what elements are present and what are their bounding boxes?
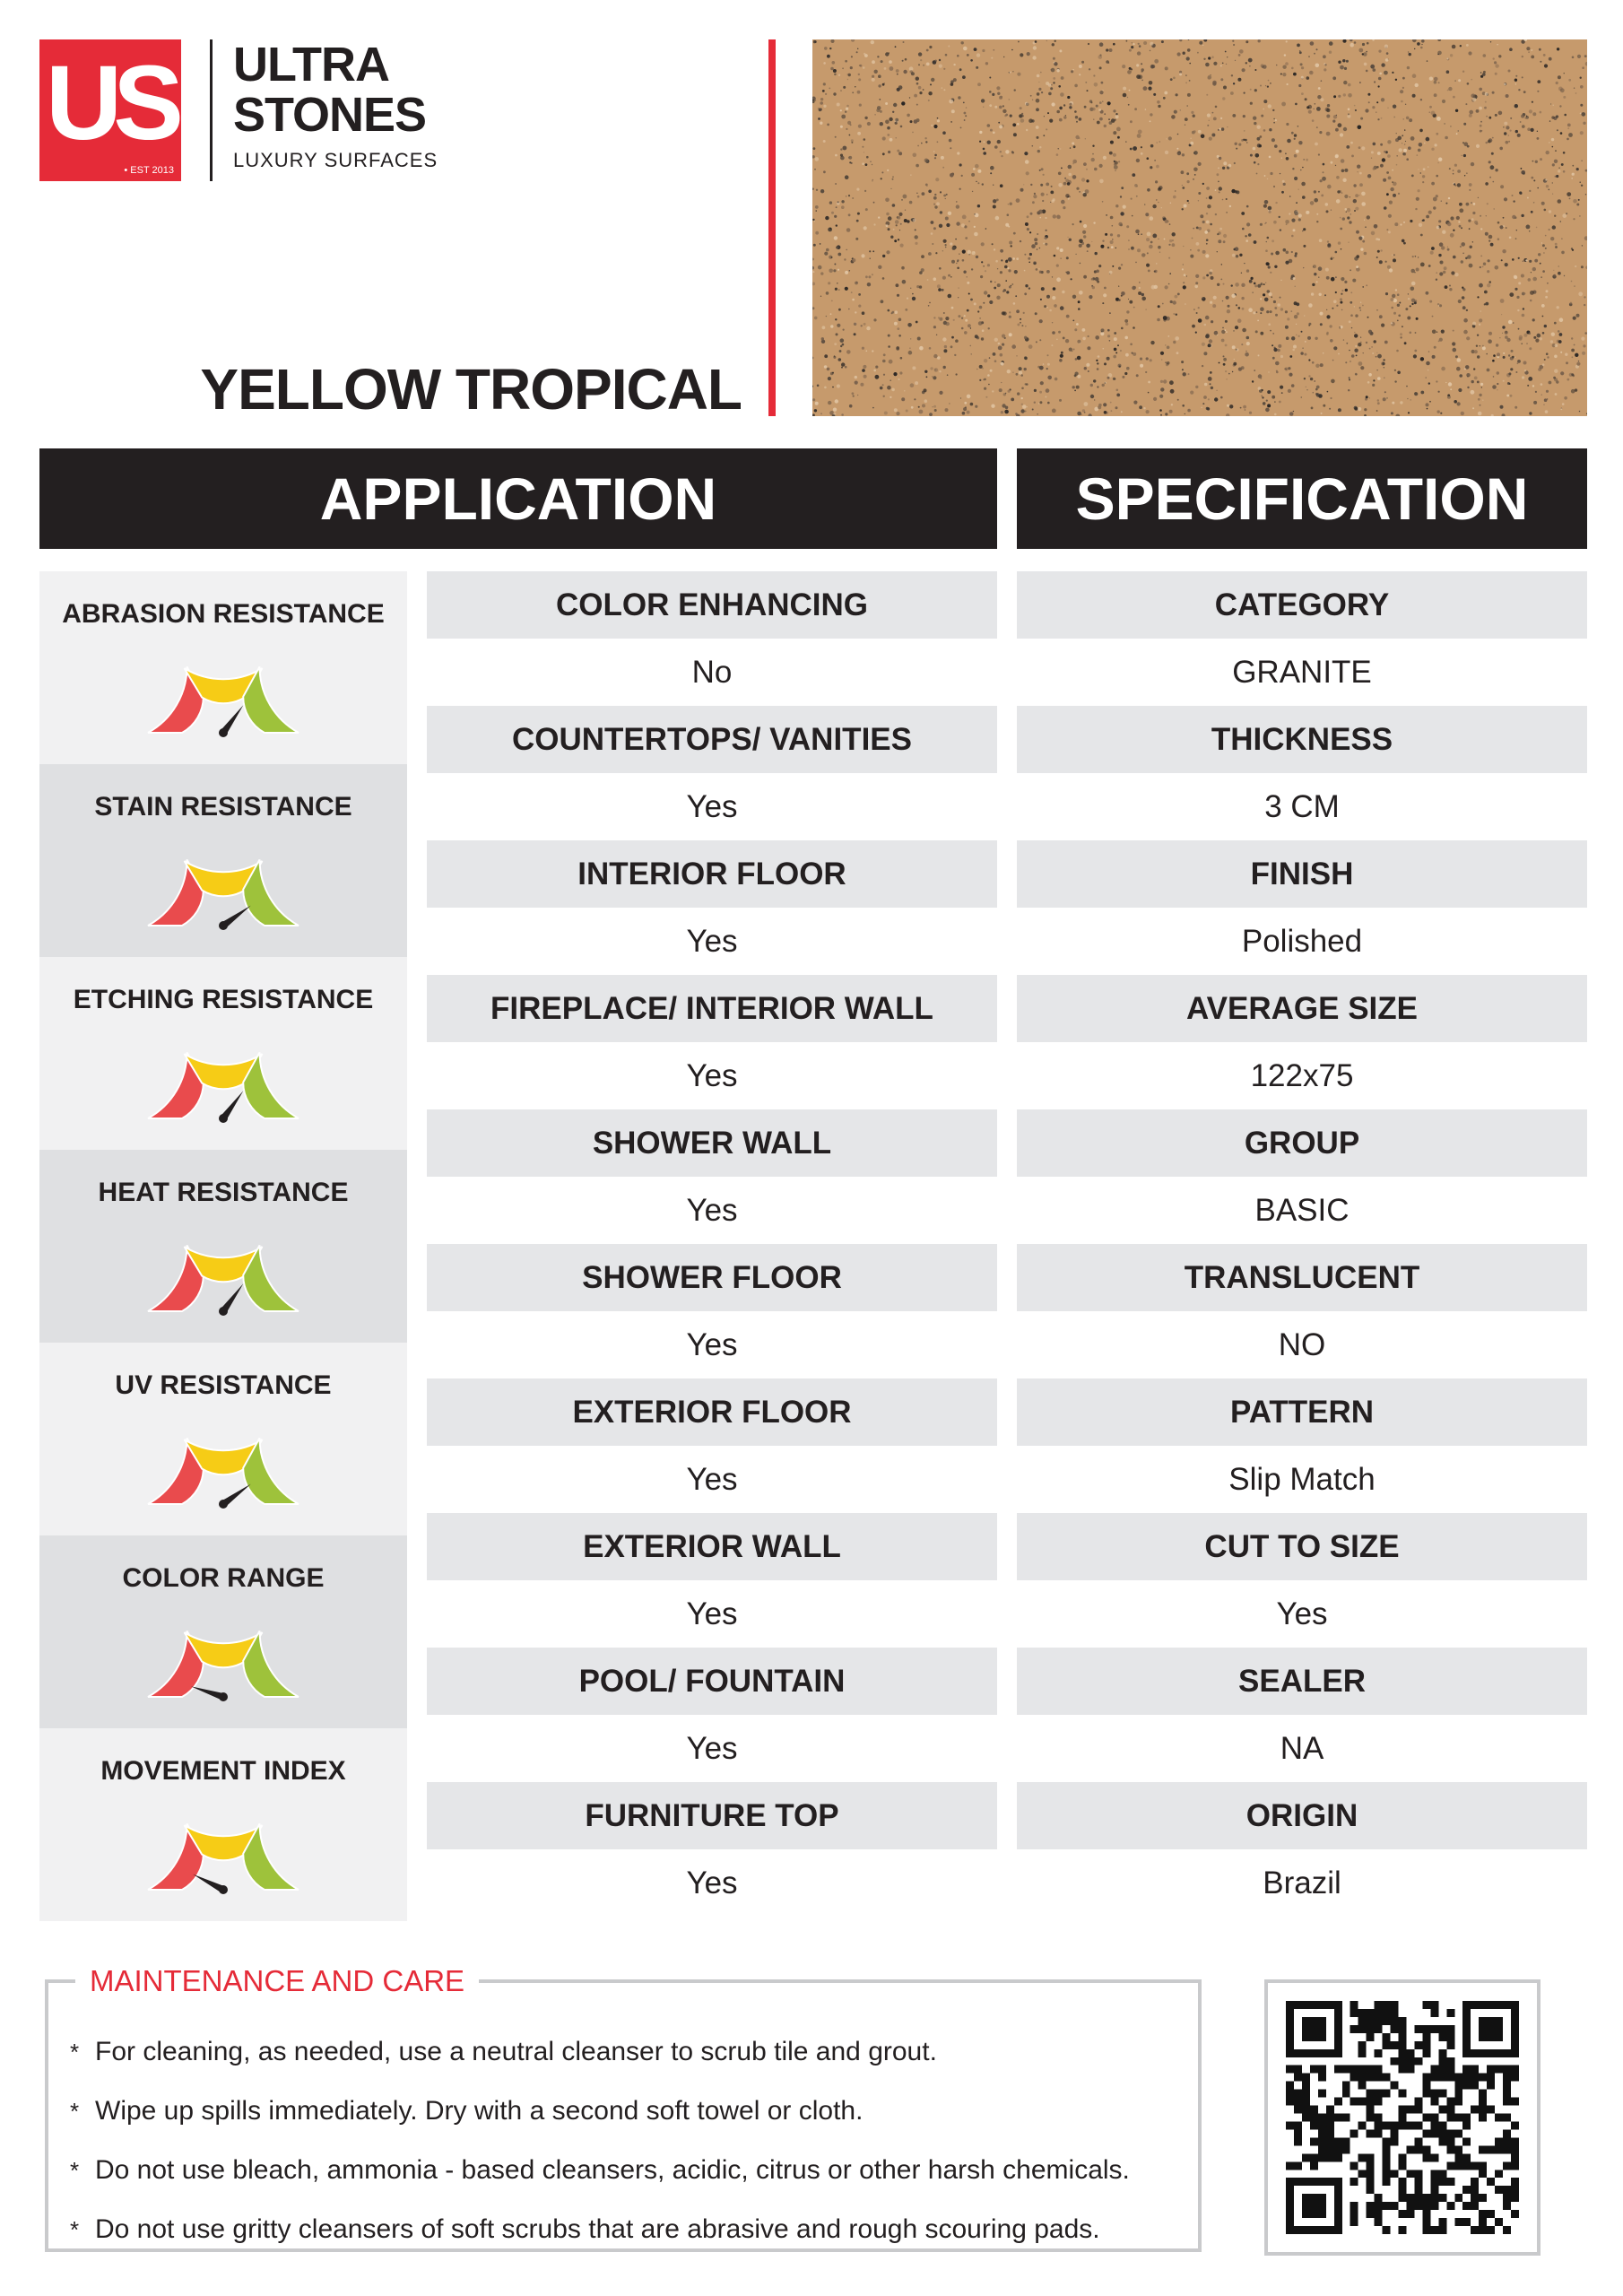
resistance-label: ETCHING RESISTANCE: [73, 985, 374, 1014]
specification-label: TRANSLUCENT: [1017, 1244, 1587, 1311]
brand-monogram: US: [46, 44, 175, 162]
specification-label: PATTERN: [1017, 1378, 1587, 1446]
resistance-label: HEAT RESISTANCE: [98, 1178, 349, 1207]
brand-name: [233, 39, 438, 174]
resistance-label: STAIN RESISTANCE: [94, 792, 352, 822]
maintenance-text: For cleaning, as needed, use a neutral cleanser to scrub tile and grout.: [95, 2037, 937, 2066]
specification-value: 3 CM: [1264, 789, 1340, 824]
maintenance-item: [70, 2200, 1180, 2259]
specification-header: SPECIFICATION: [1017, 448, 1587, 549]
resistance-gauge-icon: [147, 1425, 299, 1511]
application-label: EXTERIOR FLOOR: [427, 1378, 997, 1446]
resistance-item: [39, 1150, 407, 1343]
resistance-label: UV RESISTANCE: [115, 1370, 332, 1400]
resistance-item: [39, 571, 407, 764]
specification-label: AVERAGE SIZE: [1017, 975, 1587, 1042]
resistance-item: [39, 1343, 407, 1535]
maintenance-box: [45, 1964, 1202, 2252]
resistance-item: [39, 957, 407, 1150]
specification-label: SEALER: [1017, 1648, 1587, 1715]
application-value: Yes: [686, 1866, 738, 1900]
application-value: Yes: [686, 1058, 738, 1093]
specification-value: NA: [1280, 1731, 1324, 1766]
application-value: Yes: [686, 1731, 738, 1766]
specification-label: CATEGORY: [1017, 571, 1587, 639]
resistance-label: ABRASION RESISTANCE: [62, 599, 385, 629]
specification-value: NO: [1278, 1327, 1326, 1362]
application-label: FIREPLACE/ INTERIOR WALL: [427, 975, 997, 1042]
application-label: SHOWER FLOOR: [427, 1244, 997, 1311]
resistance-gauge-icon: [147, 654, 299, 740]
brand-name-line2: STONES: [233, 88, 427, 142]
specification-value: GRANITE: [1232, 655, 1372, 690]
maintenance-list: [70, 2022, 1180, 2259]
accent-divider: [768, 39, 776, 416]
bullet-icon: *: [70, 2098, 80, 2125]
resistance-item: [39, 1535, 407, 1728]
maintenance-item: [70, 2082, 1180, 2141]
specification-label: THICKNESS: [1017, 706, 1587, 773]
application-value: Yes: [686, 1462, 738, 1497]
brand-tagline: LUXURY SURFACES: [233, 149, 438, 171]
resistance-gauge-icon: [147, 1039, 299, 1126]
application-table: [427, 571, 997, 1917]
logo-divider: [210, 39, 213, 181]
application-header: APPLICATION: [39, 448, 997, 549]
specification-value: Brazil: [1263, 1866, 1341, 1900]
application-label: INTERIOR FLOOR: [427, 840, 997, 908]
specification-value: Yes: [1276, 1596, 1328, 1631]
bullet-icon: *: [70, 2039, 80, 2066]
application-label: POOL/ FOUNTAIN: [427, 1648, 997, 1715]
bullet-icon: *: [70, 2216, 80, 2243]
specification-label: GROUP: [1017, 1109, 1587, 1177]
resistance-label: COLOR RANGE: [122, 1563, 325, 1593]
application-label: FURNITURE TOP: [427, 1782, 997, 1849]
specification-value: Polished: [1241, 924, 1363, 959]
maintenance-item: [70, 2022, 1180, 2082]
stone-sample-image: [812, 39, 1587, 416]
resistance-item: [39, 1728, 407, 1921]
specification-value: BASIC: [1254, 1193, 1350, 1228]
maintenance-title: MAINTENANCE AND CARE: [75, 1963, 479, 1999]
resistance-gauge-icon: [147, 847, 299, 933]
specification-value: Slip Match: [1228, 1462, 1376, 1497]
application-value: Yes: [686, 1327, 738, 1362]
specification-label: ORIGIN: [1017, 1782, 1587, 1849]
specification-label: FINISH: [1017, 840, 1587, 908]
brand-name-line1: ULTRA: [233, 38, 389, 91]
application-value: Yes: [686, 1596, 738, 1631]
resistance-item: [39, 764, 407, 957]
specification-label: CUT TO SIZE: [1017, 1513, 1587, 1580]
maintenance-text: Do not use gritty cleansers of soft scrubs that are abrasive and rough scouring pads.: [95, 2214, 1100, 2244]
product-title: YELLOW TROPICAL: [200, 357, 742, 422]
brand-logo: [39, 39, 181, 181]
application-value: No: [691, 655, 733, 690]
qr-code[interactable]: [1264, 1979, 1541, 2256]
maintenance-item: [70, 2141, 1180, 2200]
resistance-gauge-icon: [147, 1618, 299, 1704]
application-value: Yes: [686, 1193, 738, 1228]
resistance-label: MOVEMENT INDEX: [100, 1756, 346, 1786]
application-label: SHOWER WALL: [427, 1109, 997, 1177]
resistance-column: [39, 571, 407, 1921]
application-label: COUNTERTOPS/ VANITIES: [427, 706, 997, 773]
specification-value: 122x75: [1250, 1058, 1354, 1093]
brand-est: • EST 2013: [124, 165, 174, 176]
maintenance-text: Wipe up spills immediately. Dry with a second soft towel or cloth.: [95, 2096, 864, 2126]
application-value: Yes: [686, 924, 738, 959]
specification-table: [1017, 571, 1587, 1917]
maintenance-text: Do not use bleach, ammonia - based cleansers, acidic, citrus or other harsh chemicals.: [95, 2155, 1130, 2185]
resistance-gauge-icon: [147, 1232, 299, 1318]
bullet-icon: *: [70, 2157, 80, 2184]
application-label: EXTERIOR WALL: [427, 1513, 997, 1580]
application-label: COLOR ENHANCING: [427, 571, 997, 639]
application-value: Yes: [686, 789, 738, 824]
resistance-gauge-icon: [147, 1811, 299, 1897]
